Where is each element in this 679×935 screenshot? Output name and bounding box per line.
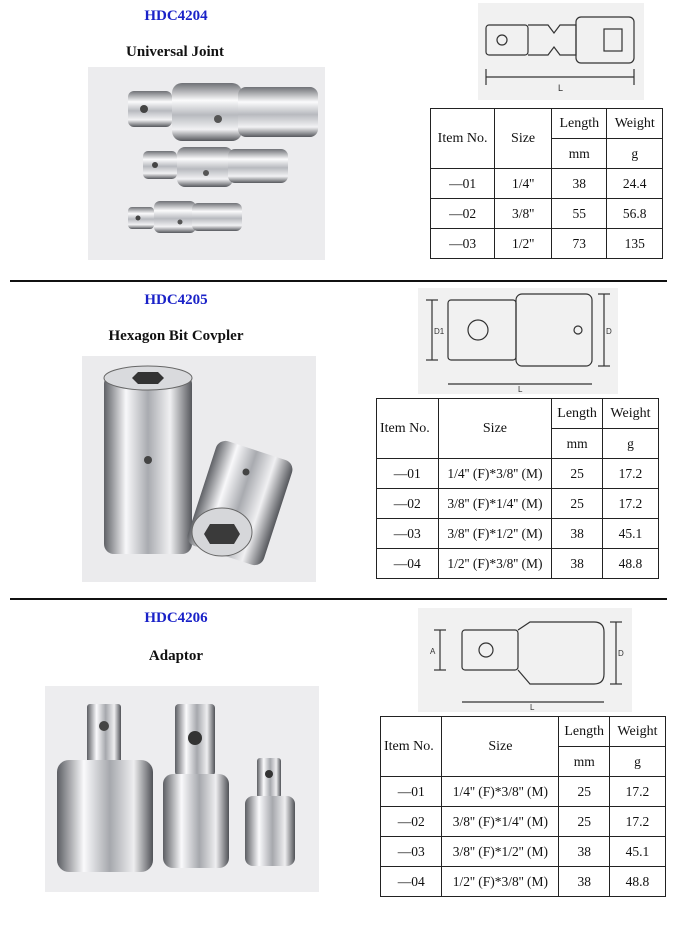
weight-cell: 48.8 <box>602 549 658 579</box>
header-item-no: Item No. <box>431 109 495 169</box>
weight-cell: 48.8 <box>609 867 665 897</box>
size-cell: 1/4'' (F)*3/8'' (M) <box>438 459 552 489</box>
weight-cell: 56.8 <box>607 199 663 229</box>
technical-drawing <box>478 3 644 100</box>
item-number: —03 <box>431 229 495 259</box>
size-cell: 3/8'' (F)*1/4'' (M) <box>438 489 552 519</box>
weight-cell: 17.2 <box>609 777 665 807</box>
weight-cell: 45.1 <box>602 519 658 549</box>
product-name: Universal Joint <box>126 44 224 60</box>
item-number: —01 <box>431 169 495 199</box>
length-cell: 25 <box>559 807 609 837</box>
header-item-no: Item No. <box>377 399 439 459</box>
header-weight: Weight <box>602 399 658 429</box>
header-item-no: Item No. <box>381 717 442 777</box>
size-cell: 3/8'' (F)*1/2'' (M) <box>442 837 559 867</box>
header-size: Size <box>438 399 552 459</box>
size-cell: 3/8'' (F)*1/2'' (M) <box>438 519 552 549</box>
header-length: Length <box>559 717 609 747</box>
header-weight-unit: g <box>602 429 658 459</box>
table-row <box>377 489 659 519</box>
table-row <box>381 837 666 867</box>
header-weight: Weight <box>609 717 665 747</box>
spec-table <box>380 716 666 897</box>
table-row <box>377 519 659 549</box>
technical-drawing <box>418 288 618 394</box>
product-section-hdc4204 <box>0 0 679 280</box>
header-size: Size <box>442 717 559 777</box>
product-code: HDC4206 <box>144 610 208 626</box>
table-row <box>381 807 666 837</box>
header-length: Length <box>552 399 603 429</box>
size-cell: 1/2'' (F)*3/8'' (M) <box>442 867 559 897</box>
table-row <box>377 459 659 489</box>
table-row <box>431 169 663 199</box>
table-row <box>381 867 666 897</box>
size-cell: 1/2'' (F)*3/8'' (M) <box>438 549 552 579</box>
product-photo-universal-joint <box>88 67 325 260</box>
product-section-hdc4206 <box>0 600 679 935</box>
drawing-dimension-label: L <box>558 83 564 93</box>
length-cell: 73 <box>552 229 607 259</box>
item-number: —01 <box>381 777 442 807</box>
table-row <box>431 229 663 259</box>
header-length-unit: mm <box>559 747 609 777</box>
table-row <box>377 549 659 579</box>
product-name: Hexagon Bit Covpler <box>108 328 244 344</box>
product-name: Adaptor <box>148 648 204 664</box>
spec-table <box>376 398 659 579</box>
item-number: —04 <box>377 549 439 579</box>
length-cell: 38 <box>552 169 607 199</box>
weight-cell: 135 <box>607 229 663 259</box>
weight-cell: 17.2 <box>602 489 658 519</box>
product-photo-hexagon-bit-coupler <box>82 356 316 582</box>
header-size: Size <box>495 109 552 169</box>
drawing-dimension-label: D <box>618 649 624 658</box>
drawing-dimension-label: D1 <box>434 327 445 336</box>
item-number: —03 <box>377 519 439 549</box>
product-photo-adaptor <box>45 686 319 892</box>
header-weight-unit: g <box>607 139 663 169</box>
length-cell: 38 <box>559 837 609 867</box>
drawing-dimension-label: A <box>430 647 436 656</box>
table-row <box>431 199 663 229</box>
header-length: Length <box>552 109 607 139</box>
size-cell: 3/8'' <box>495 199 552 229</box>
weight-cell: 17.2 <box>602 459 658 489</box>
drawing-dimension-label: L <box>530 703 535 712</box>
length-cell: 25 <box>552 489 603 519</box>
drawing-dimension-label: L <box>518 385 523 394</box>
drawing-dimension-label: D <box>606 327 612 336</box>
weight-cell: 24.4 <box>607 169 663 199</box>
item-number: —04 <box>381 867 442 897</box>
length-cell: 38 <box>552 549 603 579</box>
item-number: —03 <box>381 837 442 867</box>
size-cell: 3/8'' (F)*1/4'' (M) <box>442 807 559 837</box>
item-number: —02 <box>381 807 442 837</box>
size-cell: 1/4'' <box>495 169 552 199</box>
header-weight-unit: g <box>609 747 665 777</box>
size-cell: 1/2'' <box>495 229 552 259</box>
spec-table <box>430 108 663 259</box>
item-number: —02 <box>377 489 439 519</box>
length-cell: 25 <box>559 777 609 807</box>
product-code: HDC4204 <box>144 8 208 24</box>
product-section-hdc4205 <box>0 282 679 598</box>
length-cell: 55 <box>552 199 607 229</box>
table-row <box>381 777 666 807</box>
length-cell: 25 <box>552 459 603 489</box>
product-code: HDC4205 <box>144 292 208 308</box>
length-cell: 38 <box>559 867 609 897</box>
technical-drawing <box>418 608 632 712</box>
weight-cell: 45.1 <box>609 837 665 867</box>
size-cell: 1/4'' (F)*3/8'' (M) <box>442 777 559 807</box>
header-length-unit: mm <box>552 429 603 459</box>
weight-cell: 17.2 <box>609 807 665 837</box>
header-weight: Weight <box>607 109 663 139</box>
item-number: —02 <box>431 199 495 229</box>
header-length-unit: mm <box>552 139 607 169</box>
length-cell: 38 <box>552 519 603 549</box>
item-number: —01 <box>377 459 439 489</box>
